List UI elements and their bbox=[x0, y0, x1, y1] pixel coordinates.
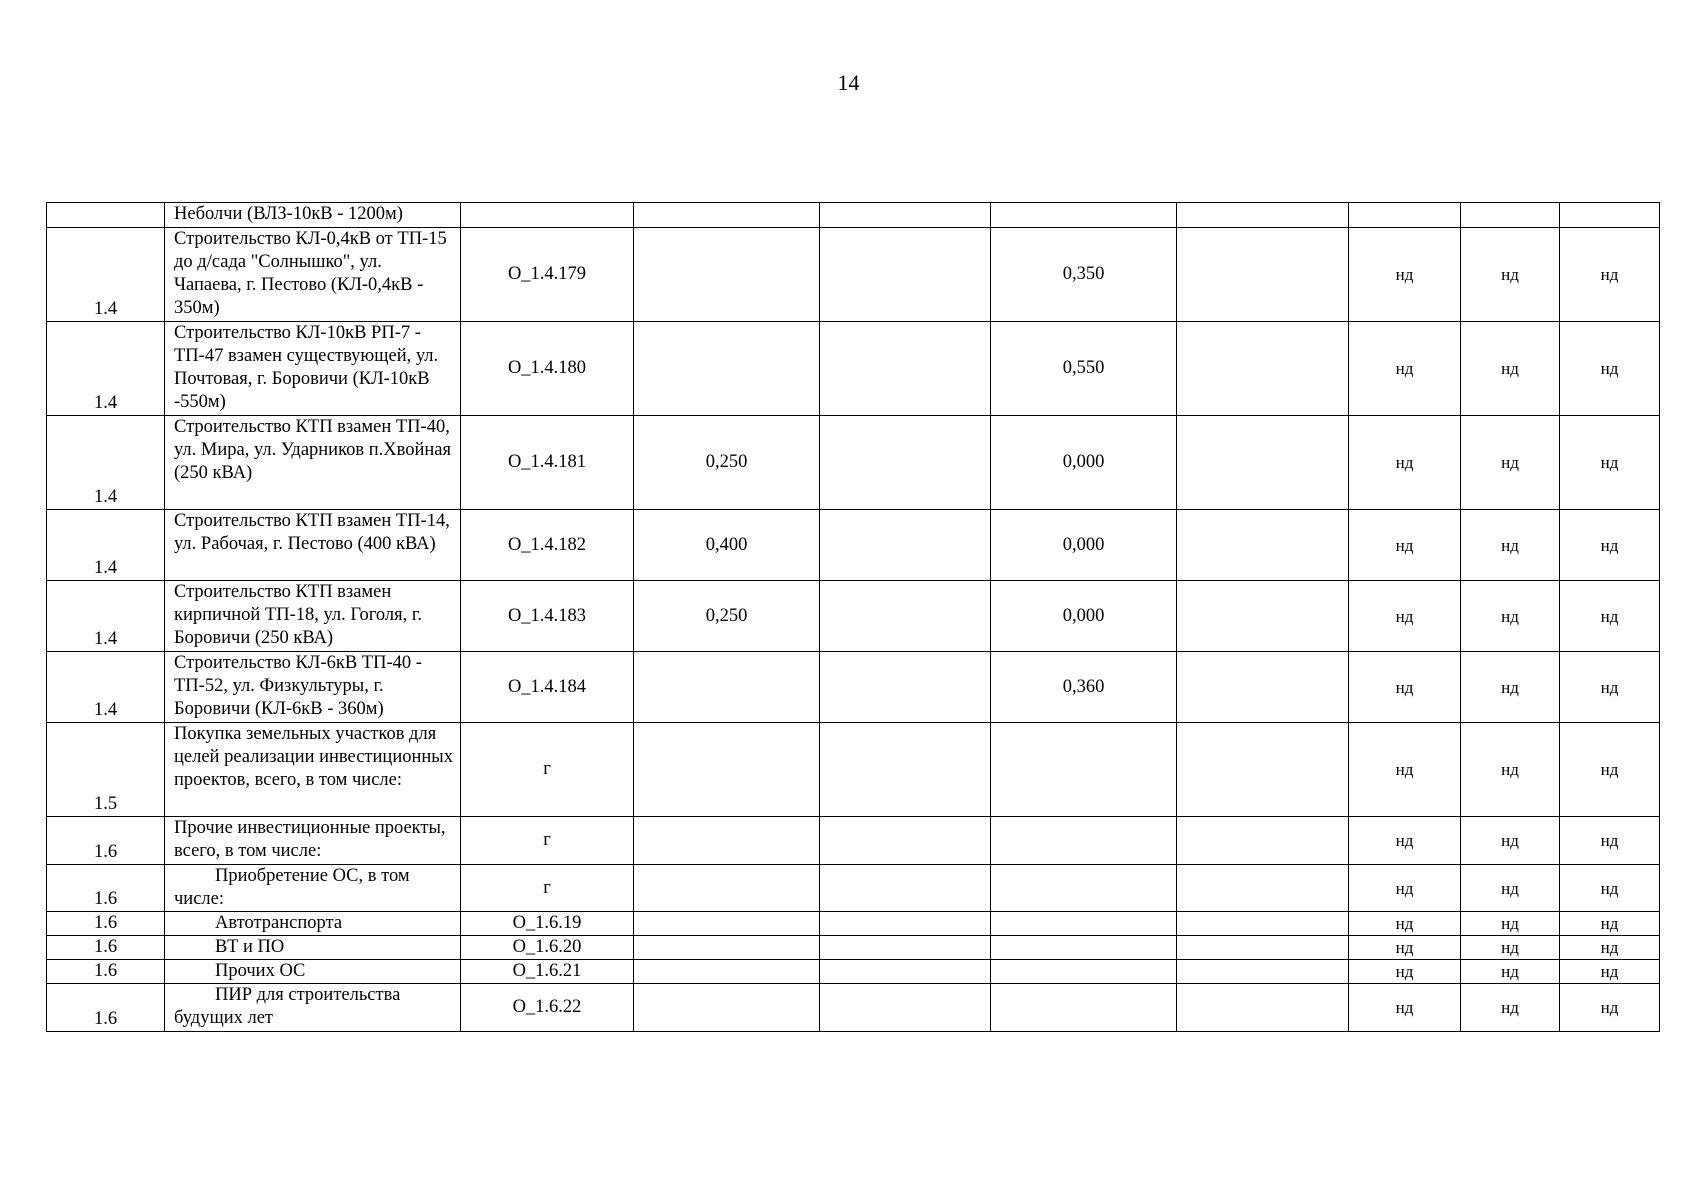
value-cell-10: нд bbox=[1560, 510, 1660, 581]
project-name-cell: Покупка земельных участков для целей реализации инвестиционных проектов, всего, в том числе: bbox=[165, 723, 461, 817]
value-cell-10: нд bbox=[1560, 865, 1660, 912]
row-number-cell: 1.6 bbox=[47, 912, 165, 936]
value-cell-6 bbox=[991, 723, 1177, 817]
page-number: 14 bbox=[837, 70, 860, 95]
project-code-cell: О_1.4.179 bbox=[461, 228, 634, 322]
value-cell-7 bbox=[1177, 984, 1349, 1032]
project-code-cell: г bbox=[461, 817, 634, 865]
value-cell-8: нд bbox=[1349, 510, 1461, 581]
value-cell-8: нд bbox=[1349, 936, 1461, 960]
table-row bbox=[47, 865, 1660, 912]
value-cell-6 bbox=[991, 960, 1177, 984]
value-cell-9: нд bbox=[1461, 865, 1560, 912]
value-cell-5 bbox=[820, 416, 991, 510]
project-code-cell: О_1.6.21 bbox=[461, 960, 634, 984]
value-cell-6: 0,000 bbox=[991, 581, 1177, 652]
project-name-cell: Строительство КТП взамен ТП-40, ул. Мира, ул. Ударников п.Хвойная (250 кВА) bbox=[165, 416, 461, 510]
value-cell-6 bbox=[991, 817, 1177, 865]
project-code-cell: О_1.4.180 bbox=[461, 322, 634, 416]
row-number-cell: 1.4 bbox=[47, 416, 165, 510]
value-cell-8: нд bbox=[1349, 723, 1461, 817]
value-cell-9: нд bbox=[1461, 817, 1560, 865]
value-cell-9: нд bbox=[1461, 510, 1560, 581]
project-code-cell: О_1.6.20 bbox=[461, 936, 634, 960]
row-number-cell: 1.5 bbox=[47, 723, 165, 817]
table-row bbox=[47, 322, 1660, 416]
row-number-cell: 1.4 bbox=[47, 228, 165, 322]
value-cell-10: нд bbox=[1560, 960, 1660, 984]
value-cell-4 bbox=[634, 228, 820, 322]
value-cell-6: 0,000 bbox=[991, 510, 1177, 581]
value-cell-7 bbox=[1177, 228, 1349, 322]
value-cell-4: 0,400 bbox=[634, 510, 820, 581]
table-row bbox=[47, 936, 1660, 960]
value-cell-7 bbox=[1177, 416, 1349, 510]
value-cell-9: нд bbox=[1461, 652, 1560, 723]
value-cell-5 bbox=[820, 228, 991, 322]
project-code-cell: г bbox=[461, 723, 634, 817]
value-cell-4 bbox=[634, 960, 820, 984]
project-code-cell: г bbox=[461, 865, 634, 912]
value-cell-7 bbox=[1177, 581, 1349, 652]
project-code-cell: О_1.6.22 bbox=[461, 984, 634, 1032]
value-cell-9 bbox=[1461, 203, 1560, 228]
table-row bbox=[47, 912, 1660, 936]
value-cell-9: нд bbox=[1461, 912, 1560, 936]
value-cell-7 bbox=[1177, 817, 1349, 865]
value-cell-6 bbox=[991, 984, 1177, 1032]
value-cell-5 bbox=[820, 865, 991, 912]
value-cell-9: нд bbox=[1461, 723, 1560, 817]
value-cell-5 bbox=[820, 510, 991, 581]
value-cell-9: нд bbox=[1461, 581, 1560, 652]
value-cell-6 bbox=[991, 912, 1177, 936]
row-number-cell: 1.4 bbox=[47, 510, 165, 581]
value-cell-4 bbox=[634, 322, 820, 416]
value-cell-7 bbox=[1177, 960, 1349, 984]
row-number-cell: 1.4 bbox=[47, 322, 165, 416]
value-cell-5 bbox=[820, 984, 991, 1032]
value-cell-6 bbox=[991, 203, 1177, 228]
project-code-cell bbox=[461, 203, 634, 228]
value-cell-10: нд bbox=[1560, 936, 1660, 960]
value-cell-7 bbox=[1177, 936, 1349, 960]
investment-program-table bbox=[46, 202, 1660, 1032]
value-cell-8: нд bbox=[1349, 581, 1461, 652]
value-cell-9: нд bbox=[1461, 960, 1560, 984]
value-cell-6: 0,360 bbox=[991, 652, 1177, 723]
table-row bbox=[47, 581, 1660, 652]
value-cell-9: нд bbox=[1461, 322, 1560, 416]
value-cell-8: нд bbox=[1349, 984, 1461, 1032]
table-row bbox=[47, 652, 1660, 723]
project-code-cell: О_1.4.184 bbox=[461, 652, 634, 723]
value-cell-5 bbox=[820, 581, 991, 652]
table-row bbox=[47, 416, 1660, 510]
row-number-cell bbox=[47, 203, 165, 228]
value-cell-4 bbox=[634, 912, 820, 936]
row-number-cell: 1.6 bbox=[47, 817, 165, 865]
project-name-cell: Строительство КЛ-6кВ ТП-40 - ТП-52, ул. Физкультуры, г. Боровичи (КЛ-6кВ - 360м) bbox=[165, 652, 461, 723]
project-name-cell: ВТ и ПО bbox=[165, 936, 461, 960]
value-cell-4 bbox=[634, 817, 820, 865]
project-name-cell: ПИР для строительства будущих лет bbox=[165, 984, 461, 1032]
project-name-cell: Прочие инвестиционные проекты, всего, в том числе: bbox=[165, 817, 461, 865]
value-cell-7 bbox=[1177, 723, 1349, 817]
value-cell-5 bbox=[820, 652, 991, 723]
value-cell-8: нд bbox=[1349, 817, 1461, 865]
project-name-cell: Строительство КТП взамен кирпичной ТП-18, ул. Гоголя, г. Боровичи (250 кВА) bbox=[165, 581, 461, 652]
value-cell-5 bbox=[820, 936, 991, 960]
value-cell-5 bbox=[820, 322, 991, 416]
row-number-cell: 1.6 bbox=[47, 960, 165, 984]
table-body bbox=[47, 203, 1660, 1032]
value-cell-10: нд bbox=[1560, 984, 1660, 1032]
value-cell-7 bbox=[1177, 510, 1349, 581]
project-code-cell: О_1.4.183 bbox=[461, 581, 634, 652]
project-name-cell: Неболчи (ВЛЗ-10кВ - 1200м) bbox=[165, 203, 461, 228]
project-code-cell: О_1.4.182 bbox=[461, 510, 634, 581]
value-cell-7 bbox=[1177, 865, 1349, 912]
value-cell-9: нд bbox=[1461, 936, 1560, 960]
table-row bbox=[47, 203, 1660, 228]
value-cell-5 bbox=[820, 203, 991, 228]
project-code-cell: О_1.4.181 bbox=[461, 416, 634, 510]
table-row bbox=[47, 984, 1660, 1032]
value-cell-9: нд bbox=[1461, 416, 1560, 510]
table-row bbox=[47, 960, 1660, 984]
table-row bbox=[47, 228, 1660, 322]
value-cell-8: нд bbox=[1349, 912, 1461, 936]
value-cell-5 bbox=[820, 960, 991, 984]
project-name-cell: Строительство КТП взамен ТП-14, ул. Рабочая, г. Пестово (400 кВА) bbox=[165, 510, 461, 581]
value-cell-6 bbox=[991, 936, 1177, 960]
value-cell-7 bbox=[1177, 322, 1349, 416]
value-cell-5 bbox=[820, 817, 991, 865]
value-cell-8: нд bbox=[1349, 228, 1461, 322]
value-cell-4 bbox=[634, 984, 820, 1032]
value-cell-8: нд bbox=[1349, 865, 1461, 912]
value-cell-4: 0,250 bbox=[634, 581, 820, 652]
value-cell-6: 0,350 bbox=[991, 228, 1177, 322]
value-cell-10: нд bbox=[1560, 322, 1660, 416]
value-cell-10: нд bbox=[1560, 581, 1660, 652]
value-cell-7 bbox=[1177, 912, 1349, 936]
value-cell-5 bbox=[820, 912, 991, 936]
row-number-cell: 1.4 bbox=[47, 581, 165, 652]
value-cell-6 bbox=[991, 865, 1177, 912]
value-cell-7 bbox=[1177, 652, 1349, 723]
value-cell-9: нд bbox=[1461, 228, 1560, 322]
value-cell-8: нд bbox=[1349, 652, 1461, 723]
value-cell-9: нд bbox=[1461, 984, 1560, 1032]
value-cell-10: нд bbox=[1560, 723, 1660, 817]
value-cell-10: нд bbox=[1560, 228, 1660, 322]
project-name-cell: Строительство КЛ-10кВ РП-7 - ТП-47 взамен существующей, ул. Почтовая, г. Боровичи (КЛ-10кВ -550м) bbox=[165, 322, 461, 416]
table-row bbox=[47, 817, 1660, 865]
value-cell-4 bbox=[634, 865, 820, 912]
value-cell-4: 0,250 bbox=[634, 416, 820, 510]
value-cell-10 bbox=[1560, 203, 1660, 228]
row-number-cell: 1.4 bbox=[47, 652, 165, 723]
project-name-cell: Приобретение ОС, в том числе: bbox=[165, 865, 461, 912]
value-cell-8: нд bbox=[1349, 960, 1461, 984]
row-number-cell: 1.6 bbox=[47, 865, 165, 912]
value-cell-7 bbox=[1177, 203, 1349, 228]
row-number-cell: 1.6 bbox=[47, 936, 165, 960]
value-cell-10: нд bbox=[1560, 652, 1660, 723]
project-code-cell: О_1.6.19 bbox=[461, 912, 634, 936]
value-cell-10: нд bbox=[1560, 416, 1660, 510]
value-cell-8: нд bbox=[1349, 322, 1461, 416]
value-cell-4 bbox=[634, 723, 820, 817]
value-cell-4 bbox=[634, 936, 820, 960]
project-name-cell: Прочих ОС bbox=[165, 960, 461, 984]
row-number-cell: 1.6 bbox=[47, 984, 165, 1032]
value-cell-6: 0,000 bbox=[991, 416, 1177, 510]
value-cell-5 bbox=[820, 723, 991, 817]
table-row bbox=[47, 510, 1660, 581]
value-cell-10: нд bbox=[1560, 912, 1660, 936]
value-cell-6: 0,550 bbox=[991, 322, 1177, 416]
value-cell-8 bbox=[1349, 203, 1461, 228]
project-name-cell: Строительство КЛ-0,4кВ от ТП-15 до д/сада "Солнышко", ул. Чапаева, г. Пестово (КЛ-0,4кВ - 350м) bbox=[165, 228, 461, 322]
value-cell-4 bbox=[634, 203, 820, 228]
value-cell-4 bbox=[634, 652, 820, 723]
table-row bbox=[47, 723, 1660, 817]
value-cell-10: нд bbox=[1560, 817, 1660, 865]
value-cell-8: нд bbox=[1349, 416, 1461, 510]
project-name-cell: Автотранспорта bbox=[165, 912, 461, 936]
